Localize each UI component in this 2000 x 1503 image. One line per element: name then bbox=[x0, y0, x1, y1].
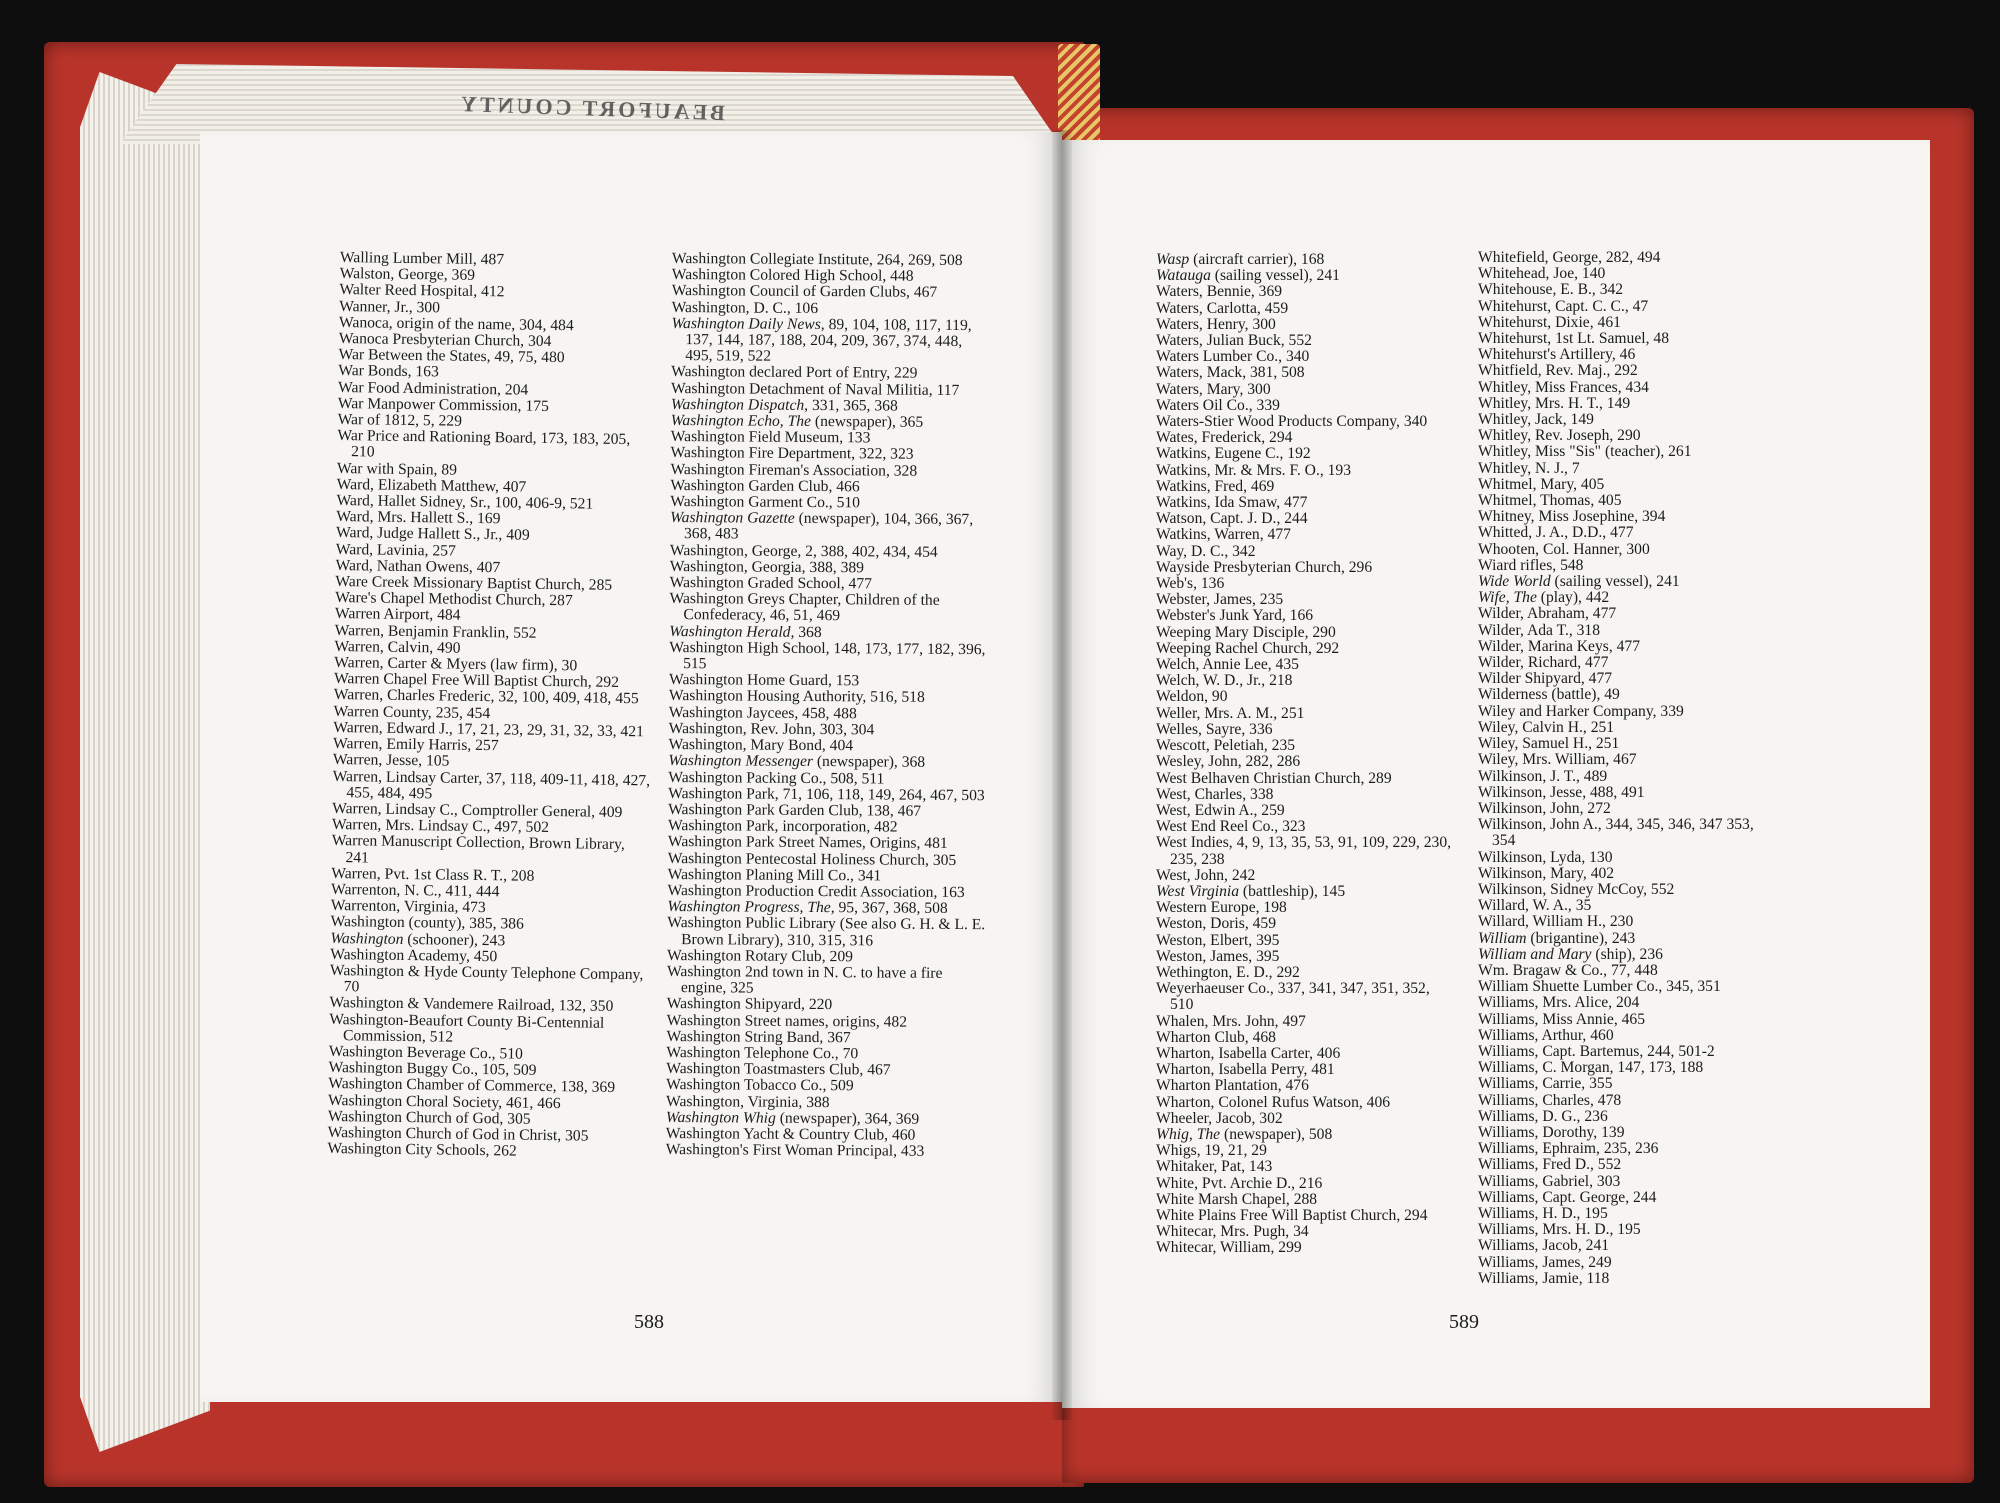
index-entry: Whitehouse, E. B., 342 bbox=[1478, 281, 1624, 299]
italic-title: Whig, The bbox=[1156, 1125, 1221, 1143]
index-entry: Watkins, Mr. & Mrs. F. O., 193 bbox=[1156, 461, 1352, 479]
index-entry: West End Reel Co., 323 bbox=[1156, 818, 1306, 836]
italic-title: Washington Whig bbox=[665, 1108, 776, 1127]
index-entry: Wilder Shipyard, 477 bbox=[1478, 670, 1613, 688]
index-entry: Whitehurst, Capt. C. C., 47 bbox=[1478, 297, 1649, 315]
page-number: 589 bbox=[1449, 1311, 1479, 1333]
index-entry: Washington Dispatch, 331, 365, 368 bbox=[670, 395, 898, 415]
index-entry: Washington Detachment of Naval Militia, 117 bbox=[670, 379, 960, 399]
italic-title: Wasp bbox=[1156, 251, 1190, 268]
index-entry: War Price and Rationing Board, 173, 183, 205, 210 bbox=[337, 427, 631, 461]
index-entry: Williams, Dorothy, 139 bbox=[1478, 1123, 1625, 1141]
index-entry: Wm. Bragaw & Co., 77, 448 bbox=[1478, 961, 1658, 979]
italic-title: William and Mary bbox=[1478, 945, 1592, 963]
italic-title: Wife, The bbox=[1478, 589, 1537, 607]
index-entry: Wiley, Samuel H., 251 bbox=[1478, 735, 1620, 753]
index-entry: Walter Reed Hospital, 412 bbox=[339, 281, 505, 301]
index-entry: Wilder, Ada T., 318 bbox=[1478, 621, 1601, 639]
index-entry: Wiard rifles, 548 bbox=[1478, 556, 1584, 574]
index-entry: Waters, Julian Buck, 552 bbox=[1156, 332, 1312, 350]
index-entry: Ward, Elizabeth Matthew, 407 bbox=[336, 475, 527, 496]
index-entry: Watkins, Warren, 477 bbox=[1156, 526, 1291, 544]
italic-title: Washington Herald, bbox=[669, 622, 795, 641]
index-entry: Whitehurst's Artillery, 46 bbox=[1478, 346, 1636, 364]
index-entry: Warren, Mrs. Lindsay C., 497, 502 bbox=[331, 816, 550, 837]
index-entry: Way, D. C., 342 bbox=[1156, 542, 1256, 560]
index-entry: Watkins, Eugene C., 192 bbox=[1156, 445, 1311, 463]
index-entry: War with Spain, 89 bbox=[336, 459, 458, 479]
index-entry: Wharton, Isabella Perry, 481 bbox=[1156, 1061, 1335, 1079]
index-entry: Weller, Mrs. A. M., 251 bbox=[1156, 704, 1305, 722]
index-entry: Wilkinson, Lyda, 130 bbox=[1478, 848, 1613, 866]
index-entry: Warren, Lindsay Carter, 37, 118, 409-11, 418, 427, 455, 484, 495 bbox=[332, 767, 651, 803]
page-number: 588 bbox=[634, 1311, 664, 1333]
index-entry: Williams, Arthur, 460 bbox=[1478, 1026, 1614, 1044]
index-entry: Ward, Mrs. Hallett S., 169 bbox=[336, 508, 501, 528]
index-entry: Whig, The (newspaper), 508 bbox=[1156, 1125, 1333, 1143]
index-entry: William and Mary (ship), 236 bbox=[1478, 945, 1663, 963]
index-entry: West, Charles, 338 bbox=[1156, 785, 1274, 803]
index-entry: Whitley, N. J., 7 bbox=[1478, 459, 1580, 477]
index-entry: Washington Telephone Co., 70 bbox=[666, 1043, 859, 1063]
index-entry: Washington Choral Society, 461, 466 bbox=[328, 1091, 561, 1112]
index-entry: Waters Lumber Co., 340 bbox=[1156, 348, 1310, 366]
index-entry: Whitehurst, 1st Lt. Samuel, 48 bbox=[1478, 330, 1670, 348]
index-entry: Weyerhaeuser Co., 337, 341, 347, 351, 352, 510 bbox=[1156, 980, 1430, 1014]
index-entry: Waters Oil Co., 339 bbox=[1156, 396, 1280, 414]
italic-title: Washington Daily News, bbox=[671, 314, 825, 333]
index-entry: Washington Colored High School, 448 bbox=[671, 266, 914, 285]
index-entry: Williams, Mrs. H. D., 195 bbox=[1478, 1221, 1641, 1239]
index-entry: Washington Rotary Club, 209 bbox=[667, 946, 854, 966]
index-entry: Williams, Carrie, 355 bbox=[1478, 1075, 1613, 1093]
index-entry: White Marsh Chapel, 288 bbox=[1156, 1190, 1318, 1208]
index-entry: Washington declared Port of Entry, 229 bbox=[671, 363, 918, 383]
index-entry: Webster's Junk Yard, 166 bbox=[1156, 607, 1314, 625]
index-entry: Wilder, Abraham, 477 bbox=[1478, 605, 1617, 623]
index-entry: Wilkinson, John, 272 bbox=[1478, 799, 1611, 817]
index-entry: Williams, Ephraim, 235, 236 bbox=[1478, 1140, 1659, 1158]
index-entry: Wilkinson, J. T., 489 bbox=[1478, 767, 1608, 785]
index-entry: Wharton Plantation, 476 bbox=[1156, 1077, 1309, 1095]
index-entry: Ward, Hallet Sidney, Sr., 100, 406-9, 521 bbox=[336, 492, 594, 513]
index-entry: War of 1812, 5, 229 bbox=[337, 411, 463, 430]
index-entry: Weeping Rachel Church, 292 bbox=[1156, 639, 1340, 657]
index-entry: Whitehead, Joe, 140 bbox=[1478, 265, 1606, 283]
index-entry: Washington's First Woman Principal, 433 bbox=[665, 1141, 925, 1160]
index-entry: Washington Messenger (newspaper), 368 bbox=[668, 752, 926, 772]
index-entry: West, Edwin A., 259 bbox=[1156, 801, 1285, 819]
index-entry: Washington Packing Co., 508, 511 bbox=[668, 768, 885, 787]
index-entry: Whitehurst, Dixie, 461 bbox=[1478, 313, 1621, 331]
index-entry: Weston, Elbert, 395 bbox=[1156, 931, 1280, 949]
index-entry: Washington Tobacco Co., 509 bbox=[666, 1076, 854, 1095]
index-entry: Washington Council of Garden Clubs, 467 bbox=[671, 282, 938, 302]
index-column bbox=[1156, 252, 1456, 1257]
index-entry: Whitley, Jack, 149 bbox=[1478, 411, 1594, 429]
index-entry: Washington-Beaufort County Bi-Centennial Commission, 512 bbox=[329, 1010, 605, 1046]
index-entry: Whitley, Mrs. H. T., 149 bbox=[1478, 394, 1631, 412]
index-entry: Waters, Bennie, 369 bbox=[1156, 283, 1283, 301]
italic-title: Washington Progress, The, bbox=[667, 898, 835, 917]
index-entry: Wiley and Harker Company, 339 bbox=[1478, 702, 1684, 720]
index-entry: Washington Shipyard, 220 bbox=[666, 995, 833, 1014]
bleed-through-running-head: BEAUFORT COUNTY bbox=[457, 90, 726, 126]
index-entry: Webster, James, 235 bbox=[1156, 591, 1284, 609]
index-entry: West Belhaven Christian Church, 289 bbox=[1156, 769, 1392, 787]
index-entry: Washington Park, incorporation, 482 bbox=[667, 817, 898, 836]
index-entry: Washington Graded School, 477 bbox=[669, 574, 873, 593]
index-entry: Weston, Doris, 459 bbox=[1156, 915, 1277, 933]
index-entry: War Between the States, 49, 75, 480 bbox=[338, 346, 565, 367]
italic-title: Washington bbox=[330, 929, 404, 948]
italic-title: Washington Dispatch, bbox=[670, 395, 809, 414]
index-entry: Warren, Pvt. 1st Class R. T., 208 bbox=[331, 864, 535, 885]
index-entry: Washington String Band, 367 bbox=[666, 1027, 851, 1047]
index-entry: Warren County, 235, 454 bbox=[333, 702, 491, 722]
index-entry: Warren, Emily Harris, 257 bbox=[332, 735, 499, 755]
index-entry: Washington, D. C., 106 bbox=[671, 298, 819, 317]
index-entry: Washington Fireman's Association, 328 bbox=[670, 460, 918, 480]
index-entry: Washington Fire Department, 322, 323 bbox=[670, 444, 914, 464]
index-entry: Williams, Fred D., 552 bbox=[1478, 1156, 1622, 1174]
page-block-edge bbox=[80, 72, 210, 1452]
index-entry: Wiley, Calvin H., 251 bbox=[1478, 718, 1615, 736]
index-entry: Williams, Charles, 478 bbox=[1478, 1091, 1622, 1109]
index-entry: Warren, Edward J., 17, 21, 23, 29, 31, 32, 33, 421 bbox=[333, 718, 645, 741]
index-entry: Wesley, John, 282, 286 bbox=[1156, 753, 1301, 771]
index-entry: Waters, Henry, 300 bbox=[1156, 315, 1276, 333]
index-entry: Washington Pentecostal Holiness Church, 305 bbox=[667, 849, 957, 869]
index-entry: Warrenton, Virginia, 473 bbox=[330, 897, 486, 917]
index-entry: Whigs, 19, 21, 29 bbox=[1156, 1142, 1267, 1160]
index-entry: Washington Park Street Names, Origins, 481 bbox=[667, 833, 948, 853]
index-entry: Warrenton, N. C., 411, 444 bbox=[330, 880, 500, 901]
italic-title: Wide World bbox=[1478, 573, 1551, 591]
index-entry: Western Europe, 198 bbox=[1156, 899, 1287, 917]
index-entry: West Virginia (battleship), 145 bbox=[1156, 882, 1346, 900]
index-entry: Wide World (sailing vessel), 241 bbox=[1478, 573, 1680, 591]
index-entry: Washington Public Library (See also G. H. & L. E. Brown Library), 310, 315, 316 bbox=[667, 914, 986, 949]
italic-title: Washington Gazette bbox=[670, 509, 795, 528]
index-entry: Washington Herald, 368 bbox=[669, 622, 822, 641]
index-entry: West Indies, 4, 9, 13, 35, 53, 91, 109, 229, 230, 235, 238 bbox=[1156, 834, 1452, 868]
index-entry: Washington Beverage Co., 510 bbox=[328, 1042, 523, 1063]
index-entry: William (brigantine), 243 bbox=[1478, 929, 1636, 947]
index-entry: Watson, Capt. J. D., 244 bbox=[1156, 510, 1308, 528]
index-entry: Washington Housing Authority, 516, 518 bbox=[668, 687, 925, 707]
index-entry: White Plains Free Will Baptist Church, 294 bbox=[1156, 1206, 1428, 1224]
index-entry: Whitney, Miss Josephine, 394 bbox=[1478, 508, 1666, 526]
index-entry: Williams, Mrs. Alice, 204 bbox=[1478, 994, 1640, 1012]
index-entry: Willard, William H., 230 bbox=[1478, 913, 1634, 931]
index-entry: Warren, Lindsay C., Comptroller General, 409 bbox=[332, 799, 623, 821]
index-entry: Wheeler, Jacob, 302 bbox=[1156, 1109, 1283, 1127]
index-entry: Washington, Georgia, 388, 389 bbox=[669, 557, 865, 577]
index-entry: Washington, George, 2, 388, 402, 434, 454 bbox=[669, 541, 938, 561]
index-entry: Washington Progress, The, 95, 367, 368, 508 bbox=[667, 898, 948, 918]
index-entry: Williams, C. Morgan, 147, 173, 188 bbox=[1478, 1059, 1704, 1077]
index-entry: Washington (county), 385, 386 bbox=[330, 913, 524, 933]
index-entry: Warren, Calvin, 490 bbox=[334, 637, 461, 657]
index-entry: Washington Daily News, 89, 104, 108, 117, 119, 137, 144, 187, 188, 204, 209, 367, 374, 448, 495, 519, 522 bbox=[671, 314, 972, 365]
index-entry: Williams, H. D., 195 bbox=[1478, 1204, 1608, 1222]
index-entry: War Manpower Commission, 175 bbox=[337, 394, 549, 415]
index-entry: Ward, Lavinia, 257 bbox=[335, 540, 456, 560]
index-entry: Washington Garden Club, 466 bbox=[670, 476, 860, 496]
index-entry: Waters, Mack, 381, 508 bbox=[1156, 364, 1305, 382]
index-entry: Wilkinson, Sidney McCoy, 552 bbox=[1478, 880, 1675, 898]
index-entry: Williams, Jamie, 118 bbox=[1478, 1269, 1610, 1287]
index-entry: West, John, 242 bbox=[1156, 866, 1256, 884]
index-entry: Wilder, Marina Keys, 477 bbox=[1478, 637, 1641, 655]
index-entry: Whitley, Miss "Sis" (teacher), 261 bbox=[1478, 443, 1692, 461]
index-entry: Warren Chapel Free Will Baptist Church, 292 bbox=[333, 670, 620, 692]
index-entry: Washington Production Credit Association, 163 bbox=[667, 881, 965, 901]
index-entry: White, Pvt. Archie D., 216 bbox=[1156, 1174, 1323, 1192]
index-entry: Wethington, E. D., 292 bbox=[1156, 963, 1300, 981]
index-entry: Washington & Vandemere Railroad, 132, 350 bbox=[329, 994, 614, 1016]
index-entry: Whitfield, Rev. Maj., 292 bbox=[1478, 362, 1638, 380]
index-entry: Williams, Gabriel, 303 bbox=[1478, 1172, 1621, 1190]
index-entry: Ward, Nathan Owens, 407 bbox=[335, 556, 501, 577]
index-entry: Wanoca, origin of the name, 304, 484 bbox=[338, 313, 574, 335]
index-entry: Welch, Annie Lee, 435 bbox=[1156, 656, 1299, 674]
index-entry: Waters, Carlotta, 459 bbox=[1156, 299, 1289, 317]
index-entry: War Food Administration, 204 bbox=[337, 378, 529, 399]
index-entry: Wharton, Isabella Carter, 406 bbox=[1156, 1044, 1341, 1062]
index-entry: Washington, Virginia, 388 bbox=[666, 1092, 830, 1111]
index-entry: Williams, James, 249 bbox=[1478, 1253, 1612, 1271]
index-entry: War Bonds, 163 bbox=[338, 362, 439, 381]
index-entry: Washington Greys Chapter, Children of the Confederacy, 46, 51, 469 bbox=[669, 590, 940, 625]
index-entry: Whitefield, George, 282, 494 bbox=[1478, 249, 1661, 266]
index-column bbox=[327, 250, 660, 1162]
index-entry: Walston, George, 369 bbox=[339, 265, 476, 285]
gutter bbox=[1052, 130, 1072, 1420]
index-entry: Washington City Schools, 262 bbox=[327, 1140, 517, 1160]
index-entry: Web's, 136 bbox=[1156, 575, 1225, 593]
index-entry: Wharton, Colonel Rufus Watson, 406 bbox=[1156, 1093, 1391, 1111]
index-entry: Whitley, Miss Frances, 434 bbox=[1478, 378, 1649, 396]
index-entry: Ward, Judge Hallett S., Jr., 409 bbox=[335, 524, 530, 545]
index-entry: Washington High School, 148, 173, 177, 182, 396, 515 bbox=[669, 638, 986, 673]
index-entry: Wilkinson, Mary, 402 bbox=[1478, 864, 1615, 882]
index-entry: Williams, Capt. Bartemus, 244, 501-2 bbox=[1478, 1042, 1715, 1060]
index-entry: Washington Chamber of Commerce, 138, 369 bbox=[328, 1075, 616, 1097]
italic-title: Watauga bbox=[1156, 267, 1211, 285]
index-entry: Williams, Jacob, 241 bbox=[1478, 1237, 1610, 1255]
index-entry: Washington Street names, origins, 482 bbox=[666, 1011, 908, 1031]
index-entry: Washington Planing Mill Co., 341 bbox=[667, 865, 882, 885]
index-entry: Waters, Mary, 300 bbox=[1156, 380, 1271, 398]
index-entry: Weston, James, 395 bbox=[1156, 947, 1280, 965]
index-entry: Whitmel, Thomas, 405 bbox=[1478, 492, 1622, 510]
index-entry: Welch, W. D., Jr., 218 bbox=[1156, 672, 1293, 690]
index-entry: Whalen, Mrs. John, 497 bbox=[1156, 1012, 1306, 1030]
index-entry: Wilderness (battle), 49 bbox=[1478, 686, 1620, 704]
index-entry: Washington Church of God in Christ, 305 bbox=[327, 1123, 589, 1145]
index-entry: Wilkinson, Jesse, 488, 491 bbox=[1478, 783, 1645, 801]
index-entry: Washington Park, 71, 106, 118, 149, 264, 467, 503 bbox=[668, 784, 985, 804]
index-entry: Washington Collegiate Institute, 264, 269, 508 bbox=[671, 250, 963, 270]
index-entry: Washington Academy, 450 bbox=[330, 945, 498, 965]
index-entry: Washington, Mary Bond, 404 bbox=[668, 736, 854, 755]
index-entry: Whitecar, William, 299 bbox=[1156, 1239, 1302, 1257]
index-entry: Washington Field Museum, 133 bbox=[670, 428, 871, 447]
index-entry: Welles, Sayre, 336 bbox=[1156, 720, 1273, 738]
index-entry: Washington Whig (newspaper), 364, 369 bbox=[665, 1108, 920, 1128]
index-entry: Warren Airport, 484 bbox=[334, 605, 461, 625]
index-entry: Wanoca Presbyterian Church, 304 bbox=[338, 330, 552, 350]
index-entry: Washington Park Garden Club, 138, 467 bbox=[668, 800, 922, 820]
index-entry: Washington, Rev. John, 303, 304 bbox=[668, 719, 875, 739]
index-entry: Washington Home Guard, 153 bbox=[668, 671, 860, 690]
italic-title: Washington Messenger bbox=[668, 752, 814, 771]
index-entry: William Shuette Lumber Co., 345, 351 bbox=[1478, 978, 1721, 996]
index-entry: Williams, Capt. George, 244 bbox=[1478, 1188, 1657, 1206]
index-entry: Ware Creek Missionary Baptist Church, 285 bbox=[335, 573, 613, 594]
index-entry: Washington (schooner), 243 bbox=[330, 929, 506, 949]
index-entry: Warren, Carter & Myers (law firm), 30 bbox=[334, 654, 578, 675]
index-entry: Warren Manuscript Collection, Brown Library, 241 bbox=[331, 832, 625, 866]
index-entry: Wasp (aircraft carrier), 168 bbox=[1156, 251, 1325, 268]
index-entry: Watkins, Ida Smaw, 477 bbox=[1156, 494, 1308, 512]
index-entry: Walling Lumber Mill, 487 bbox=[339, 249, 505, 269]
index-entry: Warren, Charles Frederic, 32, 100, 409, 418, 455 bbox=[333, 686, 639, 708]
index-entry: Whitmel, Mary, 405 bbox=[1478, 475, 1605, 493]
index-entry: Wife, The (play), 442 bbox=[1478, 589, 1610, 607]
italic-title: William bbox=[1478, 929, 1527, 947]
italic-title: West Virginia bbox=[1156, 882, 1240, 900]
index-entry: Watauga (sailing vessel), 241 bbox=[1156, 267, 1340, 285]
index-entry: Watkins, Fred, 469 bbox=[1156, 477, 1275, 495]
index-entry: Whitaker, Pat, 143 bbox=[1156, 1158, 1273, 1176]
index-column bbox=[666, 251, 992, 1161]
index-entry: Whitley, Rev. Joseph, 290 bbox=[1478, 427, 1641, 445]
index-entry: Whitecar, Mrs. Pugh, 34 bbox=[1156, 1223, 1309, 1241]
index-entry: Wiley, Mrs. William, 467 bbox=[1478, 751, 1637, 769]
index-entry: Washington & Hyde County Telephone Company, 70 bbox=[329, 961, 644, 996]
index-entry: Warren, Jesse, 105 bbox=[332, 751, 450, 770]
index-entry: Warren, Benjamin Franklin, 552 bbox=[334, 621, 537, 642]
index-entry: Whooten, Col. Hanner, 300 bbox=[1478, 540, 1650, 558]
index-entry: Waters-Stier Wood Products Company, 340 bbox=[1156, 413, 1428, 431]
index-entry: Washington Gazette (newspaper), 104, 366, 367, 368, 483 bbox=[670, 509, 974, 543]
index-entry: Wanner, Jr., 300 bbox=[339, 297, 441, 317]
index-entry: Washington Church of God, 305 bbox=[327, 1107, 531, 1128]
index-entry: Washington Jaycees, 458, 488 bbox=[668, 703, 857, 722]
index-column bbox=[1478, 250, 1778, 1287]
index-entry: Ware's Chapel Methodist Church, 287 bbox=[335, 589, 573, 610]
index-entry: Washington Buggy Co., 105, 509 bbox=[328, 1059, 537, 1079]
index-entry: Washington Garment Co., 510 bbox=[670, 493, 861, 512]
index-entry: Weeping Mary Disciple, 290 bbox=[1156, 623, 1336, 641]
index-entry: Wates, Frederick, 294 bbox=[1156, 429, 1293, 447]
index-entry: Washington 2nd town in N. C. to have a fire engine, 325 bbox=[666, 962, 943, 997]
index-entry: Wilder, Richard, 477 bbox=[1478, 654, 1609, 672]
index-entry: Washington Yacht & Country Club, 460 bbox=[665, 1124, 916, 1144]
index-entry: Williams, D. G., 236 bbox=[1478, 1107, 1608, 1125]
index-entry: Wilkinson, John A., 344, 345, 346, 347 353, 354 bbox=[1478, 816, 1754, 850]
index-entry: Weldon, 90 bbox=[1156, 688, 1228, 706]
index-entry: Wescott, Peletiah, 235 bbox=[1156, 737, 1296, 755]
index-entry: Willard, W. A., 35 bbox=[1478, 897, 1592, 915]
index-entry: Williams, Miss Annie, 465 bbox=[1478, 1010, 1646, 1028]
italic-title: Washington Echo, The bbox=[670, 412, 812, 431]
index-entry: Washington Toastmasters Club, 467 bbox=[666, 1060, 891, 1079]
index-entry: Wharton Club, 468 bbox=[1156, 1028, 1276, 1046]
index-entry: Whitted, J. A., D.D., 477 bbox=[1478, 524, 1634, 542]
index-entry: Wayside Presbyterian Church, 296 bbox=[1156, 558, 1373, 576]
index-entry: Washington Echo, The (newspaper), 365 bbox=[670, 412, 924, 431]
